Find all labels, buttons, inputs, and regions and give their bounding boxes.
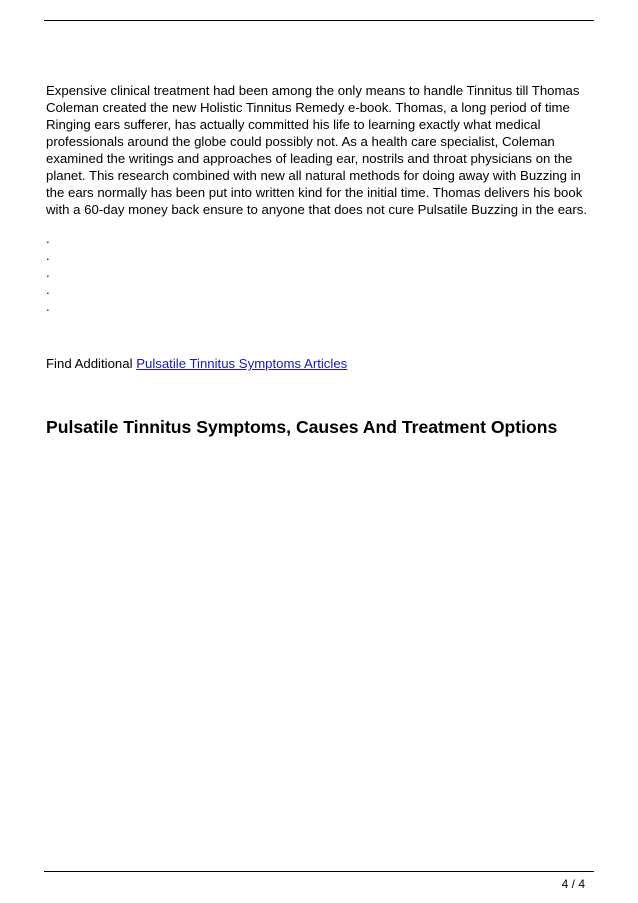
dot-separator: . [46,282,50,297]
dot-separator: . [46,248,50,263]
article-paragraph: Expensive clinical treatment had been among the only means to handle Tinnitus till Thomas Coleman created the new Holistic Tinnitus Remedy e-book. Thomas, a long period of time Ringing ears sufferer, has actually committed his life to learning exactly what medical professionals around the globe could possibly not. As a health care specialist, Coleman examined the writings and approaches of leading ear, nostrils and throat physicians on the planet. This research combined with new all natural methods for doing away with Buzzing in the ears normally has been put into written kind for the initial time. Thomas delivers his book with a 60-day money back ensure to anyone that does not cure Pulsatile Buzzing in the ears. [46,83,588,217]
find-additional-line [46,355,347,372]
header-rule [44,20,594,21]
find-additional-label: Find Additional [46,356,137,371]
dot-separator: . [46,231,50,246]
related-articles-link[interactable]: Pulsatile Tinnitus Symptoms Articles [136,356,348,371]
page-number: 4 / 4 [561,877,585,891]
footer-rule [44,871,594,872]
section-heading: Pulsatile Tinnitus Symptoms, Causes And Treatment Options [46,417,558,437]
dot-separator: . [46,299,50,314]
dot-separator-list [46,230,50,315]
dot-separator: . [46,265,50,280]
